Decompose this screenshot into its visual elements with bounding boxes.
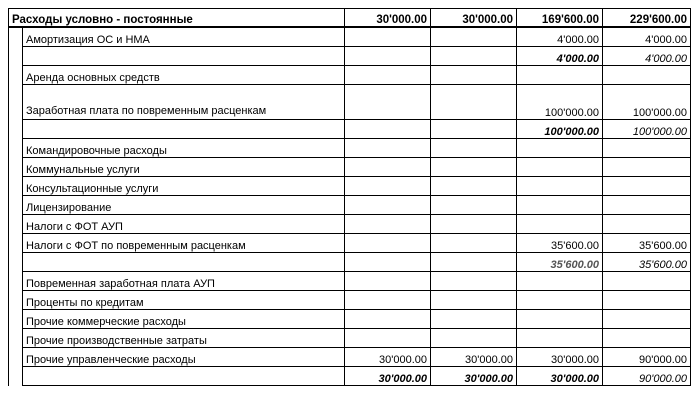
- row-label[interactable]: Налоги с ФОТ по повременным расценкам: [23, 234, 345, 253]
- cell-col3[interactable]: 100'000.00: [517, 120, 603, 139]
- subtotal-row: [9, 120, 691, 139]
- row-label[interactable]: Амортизация ОС и НМА: [23, 27, 345, 47]
- cell-col3[interactable]: 30'000.00: [517, 367, 603, 386]
- cell-col1[interactable]: [345, 66, 431, 85]
- cell-col4[interactable]: [603, 158, 691, 177]
- row-label[interactable]: Проценты по кредитам: [23, 291, 345, 310]
- cell-col3[interactable]: [517, 196, 603, 215]
- row-label[interactable]: [23, 367, 345, 386]
- cell-col2[interactable]: [431, 120, 517, 139]
- cell-col3[interactable]: [517, 139, 603, 158]
- cell-col2[interactable]: [431, 234, 517, 253]
- expense-table: [8, 8, 691, 386]
- indent-cell: [9, 310, 23, 329]
- cell-col3[interactable]: [517, 177, 603, 196]
- cell-col2[interactable]: [431, 215, 517, 234]
- indent-cell: [9, 47, 23, 66]
- row-label[interactable]: Консультационные услуги: [23, 177, 345, 196]
- header-total-col1[interactable]: 30'000.00: [345, 9, 431, 28]
- cell-col3[interactable]: 35'600.00: [517, 234, 603, 253]
- row-label[interactable]: [23, 120, 345, 139]
- header-total-col2[interactable]: 30'000.00: [431, 9, 517, 28]
- cell-col1[interactable]: [345, 177, 431, 196]
- row-label[interactable]: Командировочные расходы: [23, 139, 345, 158]
- cell-col1[interactable]: [345, 215, 431, 234]
- indent-cell: [9, 120, 23, 139]
- cell-col3[interactable]: 100'000.00: [517, 85, 603, 120]
- table-row: [9, 272, 691, 291]
- cell-col3[interactable]: 4'000.00: [517, 27, 603, 47]
- indent-cell: [9, 234, 23, 253]
- row-label[interactable]: [23, 47, 345, 66]
- cell-col4[interactable]: 100'000.00: [603, 85, 691, 120]
- indent-cell: [9, 291, 23, 310]
- cell-col3[interactable]: [517, 291, 603, 310]
- indent-cell: [9, 85, 23, 120]
- cell-col4[interactable]: [603, 215, 691, 234]
- cell-col2[interactable]: [431, 158, 517, 177]
- cell-col4[interactable]: [603, 66, 691, 85]
- row-label[interactable]: Повременная заработная плата АУП: [23, 272, 345, 291]
- row-label[interactable]: Налоги с ФОТ АУП: [23, 215, 345, 234]
- table-row: [9, 234, 691, 253]
- cell-col4[interactable]: 90'000.00: [603, 348, 691, 367]
- cell-col3[interactable]: 35'600.00: [517, 253, 603, 272]
- cell-col3[interactable]: [517, 66, 603, 85]
- cell-col2[interactable]: [431, 85, 517, 120]
- cell-col1[interactable]: 30'000.00: [345, 348, 431, 367]
- cell-col4[interactable]: [603, 310, 691, 329]
- subtotal-row: [9, 47, 691, 66]
- cell-col4[interactable]: [603, 272, 691, 291]
- cell-col2[interactable]: [431, 272, 517, 291]
- cell-col1[interactable]: [345, 234, 431, 253]
- cell-col4[interactable]: 35'600.00: [603, 253, 691, 272]
- cell-col4[interactable]: 4'000.00: [603, 27, 691, 47]
- expense-sheet: [8, 8, 690, 406]
- indent-cell: [9, 367, 23, 386]
- cell-col2[interactable]: [431, 177, 517, 196]
- cell-col2[interactable]: [431, 253, 517, 272]
- cell-col2[interactable]: [431, 291, 517, 310]
- indent-cell: [9, 158, 23, 177]
- indent-cell: [9, 27, 23, 47]
- indent-cell: [9, 253, 23, 272]
- cell-col4[interactable]: [603, 139, 691, 158]
- row-label[interactable]: Коммунальные услуги: [23, 158, 345, 177]
- indent-cell: [9, 329, 23, 348]
- cell-col2[interactable]: 30'000.00: [431, 367, 517, 386]
- cell-col2[interactable]: 30'000.00: [431, 348, 517, 367]
- cell-col4[interactable]: 90'000.00: [603, 367, 691, 386]
- indent-cell: [9, 139, 23, 158]
- cell-col4[interactable]: 100'000.00: [603, 120, 691, 139]
- cell-col2[interactable]: [431, 47, 517, 66]
- cell-col1[interactable]: [345, 329, 431, 348]
- table-row: [9, 310, 691, 329]
- row-label[interactable]: Прочие управленческие расходы: [23, 348, 345, 367]
- cell-col2[interactable]: [431, 196, 517, 215]
- cell-col3[interactable]: [517, 272, 603, 291]
- indent-cell: [9, 348, 23, 367]
- cell-col1[interactable]: [345, 310, 431, 329]
- subtotal-row: [9, 253, 691, 272]
- cell-col2[interactable]: [431, 139, 517, 158]
- cell-col1[interactable]: [345, 27, 431, 47]
- cell-col3[interactable]: [517, 329, 603, 348]
- table-row: [9, 196, 691, 215]
- header-total-col3[interactable]: 169'600.00: [517, 9, 603, 28]
- cell-col1[interactable]: [345, 158, 431, 177]
- cell-col3[interactable]: 4'000.00: [517, 47, 603, 66]
- subtotal-row: [9, 367, 691, 386]
- table-row: [9, 85, 691, 120]
- row-label[interactable]: Заработная плата по повременным расценкам: [23, 85, 345, 120]
- row-label[interactable]: [23, 253, 345, 272]
- table-row: [9, 291, 691, 310]
- cell-col1[interactable]: [345, 139, 431, 158]
- cell-col4[interactable]: 4'000.00: [603, 47, 691, 66]
- cell-col2[interactable]: [431, 66, 517, 85]
- table-row: [9, 215, 691, 234]
- cell-col4[interactable]: [603, 291, 691, 310]
- cell-col4[interactable]: [603, 177, 691, 196]
- table-header-row: [9, 9, 691, 28]
- cell-col1[interactable]: [345, 47, 431, 66]
- cell-col1[interactable]: [345, 272, 431, 291]
- cell-col1[interactable]: 30'000.00: [345, 367, 431, 386]
- cell-col4[interactable]: [603, 329, 691, 348]
- row-label[interactable]: Аренда основных средств: [23, 66, 345, 85]
- cell-col3[interactable]: [517, 158, 603, 177]
- cell-col3[interactable]: [517, 215, 603, 234]
- cell-col4[interactable]: 35'600.00: [603, 234, 691, 253]
- indent-cell: [9, 215, 23, 234]
- table-row: [9, 177, 691, 196]
- indent-cell: [9, 272, 23, 291]
- row-label[interactable]: Лицензирование: [23, 196, 345, 215]
- cell-col2[interactable]: [431, 329, 517, 348]
- cell-col1[interactable]: [345, 291, 431, 310]
- cell-col3[interactable]: [517, 310, 603, 329]
- cell-col4[interactable]: [603, 196, 691, 215]
- cell-col2[interactable]: [431, 310, 517, 329]
- cell-col1[interactable]: [345, 196, 431, 215]
- cell-col2[interactable]: [431, 27, 517, 47]
- table-row: [9, 139, 691, 158]
- table-row: [9, 66, 691, 85]
- header-total-col4[interactable]: 229'600.00: [603, 9, 691, 28]
- cell-col1[interactable]: [345, 120, 431, 139]
- table-row: [9, 27, 691, 47]
- row-label[interactable]: Прочие производственные затраты: [23, 329, 345, 348]
- indent-cell: [9, 196, 23, 215]
- section-title[interactable]: Расходы условно - постоянные: [9, 9, 345, 28]
- table-row: [9, 158, 691, 177]
- indent-cell: [9, 177, 23, 196]
- cell-col1[interactable]: [345, 85, 431, 120]
- cell-col1[interactable]: [345, 253, 431, 272]
- indent-cell: [9, 66, 23, 85]
- row-label[interactable]: Прочие коммерческие расходы: [23, 310, 345, 329]
- table-row: [9, 329, 691, 348]
- table-row: [9, 348, 691, 367]
- cell-col3[interactable]: 30'000.00: [517, 348, 603, 367]
